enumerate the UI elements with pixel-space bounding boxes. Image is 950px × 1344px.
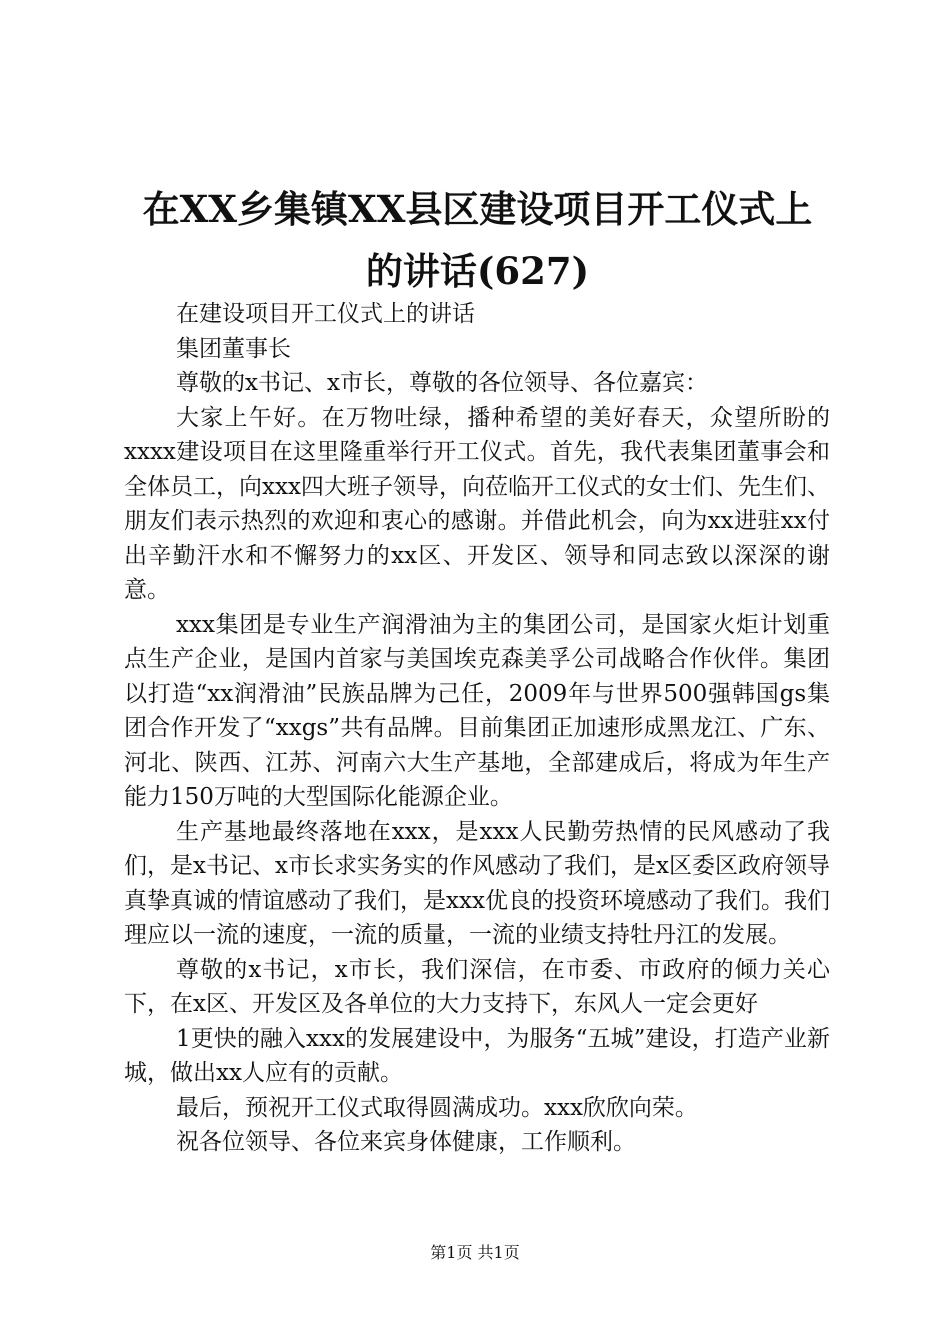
paragraph-closing: 祝各位领导、各位来宾身体健康，工作顺利。 [176,1129,636,1155]
paragraph-speaker: 集团董事长 [176,335,291,362]
paragraph-greeting: 大家上午好。在万物吐绿，播种希望的美好春天，众望所盼的xxxx建设项目在这里隆重举行开工仪式。首先，我代表集团董事会和全体员工，向xxx四大班子领导，向莅临开工仪式的女士们、先生们、朋友们表示热烈的欢迎和衷心的感谢。并借此机会，向为xx进驻xx付出辛勤汗水和不懈努力的xx区、开发区、领导和同志致以深深的谢意。 [124,404,830,603]
paragraph-speech-title: 在建设项目开工仪式上的讲话 [176,301,475,327]
paragraph-group-intro: xxx集团是专业生产润滑油为主的集团公司，是国家火炬计划重点生产企业，是国内首家与美国埃克森美孚公司战略合作伙伴。集团以打造“xx润滑油”民族品牌为己任，2009年与世界500强韩国gs集团合作开发了“xxgs”共有品牌。目前集团正加速形成黑龙江、广东、河北、陕西、江苏、河南六大生产基地，全部建成后，将成为年生产能力150万吨的大型国际化能源企业。 [124,611,830,810]
document-body [124,297,830,1160]
paragraph-base-location: 生产基地最终落地在xxx，是xxx人民勤劳热情的民风感动了我们，是x书记、x市长求实务实的作风感动了我们，是x区委区政府领导真挚真诚的情谊感动了我们，是xxx优良的投资环境感动了我们。我们理应以一流的速度，一流的质量，一流的业绩支持牡丹江的发展。 [124,818,830,948]
paragraph-wishes: 最后，预祝开工仪式取得圆满成功。xxx欣欣向荣。 [176,1094,698,1121]
paragraph-salutation: 尊敬的x书记、x市长，尊敬的各位领导、各位嘉宾： [176,370,708,396]
paragraph-contribution: 1更快的融入xxx的发展建设中，为服务“五城”建设，打造产业新城，做出xx人应有的贡献。 [124,1025,830,1086]
page-footer: 第1页 共1页 [430,1243,520,1262]
paragraph-confidence: 尊敬的x书记，x市长，我们深信，在市委、市政府的倾力关心下，在x区、开发区及各单位的大力支持下，东风人一定会更好 [124,956,830,1017]
document-title: 在XX乡集镇XX县区建设项目开工仪式上的讲话(627) [142,187,813,293]
